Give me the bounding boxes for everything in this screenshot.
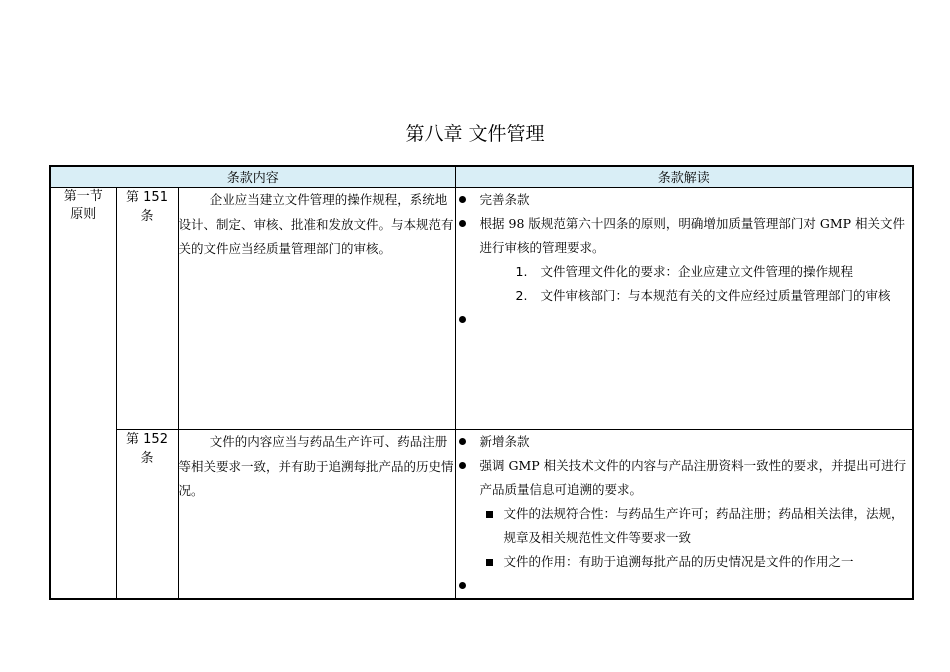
bullet-dot-icon [459, 316, 466, 323]
article-number [116, 430, 178, 600]
article-number-line1: 第 151 [126, 190, 168, 205]
square-bullet-icon [486, 559, 493, 566]
table-row [50, 188, 913, 430]
bullet-dot-icon [459, 220, 466, 227]
header-clause-content: 条款内容 [50, 166, 455, 188]
bullet-dot-icon [459, 462, 466, 469]
article-interpretation [455, 430, 913, 600]
clause-table [49, 165, 914, 600]
bullet-dot-icon [459, 582, 466, 589]
header-clause-interpretation: 条款解读 [455, 166, 913, 188]
table-header-row [50, 166, 913, 188]
article-content: 文件的内容应当与药品生产许可、药品注册等相关要求一致，并有助于追溯每批产品的历史情况。 [178, 430, 455, 600]
section-label-line1: 第一节 [63, 189, 103, 204]
bullet-item: 强调 GMP 相关技术文件的内容与产品注册资料一致性的要求，并提出可进行产品质量信息可追溯的要求。 [456, 454, 913, 502]
article-number-line2: 条 [140, 451, 154, 466]
square-item: 文件的作用：有助于追溯每批产品的历史情况是文件的作用之一 [456, 550, 913, 574]
bullet-item-empty [456, 308, 913, 332]
numbered-item: 2. 文件审核部门：与本规范有关的文件应经过质量管理部门的审核 [515, 288, 891, 303]
bullet-item-empty [456, 574, 913, 598]
square-item: 文件的法规符合性：与药品生产许可；药品注册；药品相关法律，法规，规章及相关规范性文件等要求一致 [456, 502, 913, 550]
bullet-item: 根据 98 版规范第六十四条的原则，明确增加质量管理部门对 GMP 相关文件进行审核的管理要求。 [456, 212, 913, 260]
square-bullet-icon [486, 511, 493, 518]
bullet-dot-icon [459, 196, 466, 203]
article-number [116, 188, 178, 430]
table-row [50, 430, 913, 600]
article-number-line1: 第 152 [126, 432, 168, 447]
article-interpretation [455, 188, 913, 430]
section-label-line2: 原则 [70, 207, 97, 222]
bullet-item: 完善条款 [456, 188, 913, 212]
article-content: 企业应当建立文件管理的操作规程，系统地设计、制定、审核、批准和发放文件。与本规范有关的文件应当经质量管理部门的审核。 [178, 188, 455, 430]
numbered-item: 1. 文件管理文件化的要求：企业应建立文件管理的操作规程 [515, 264, 854, 279]
section-label [50, 188, 116, 600]
bullet-dot-icon [459, 438, 466, 445]
bullet-item: 新增条款 [456, 430, 913, 454]
article-number-line2: 条 [140, 209, 154, 224]
chapter-title: 第八章 文件管理 [405, 123, 545, 145]
